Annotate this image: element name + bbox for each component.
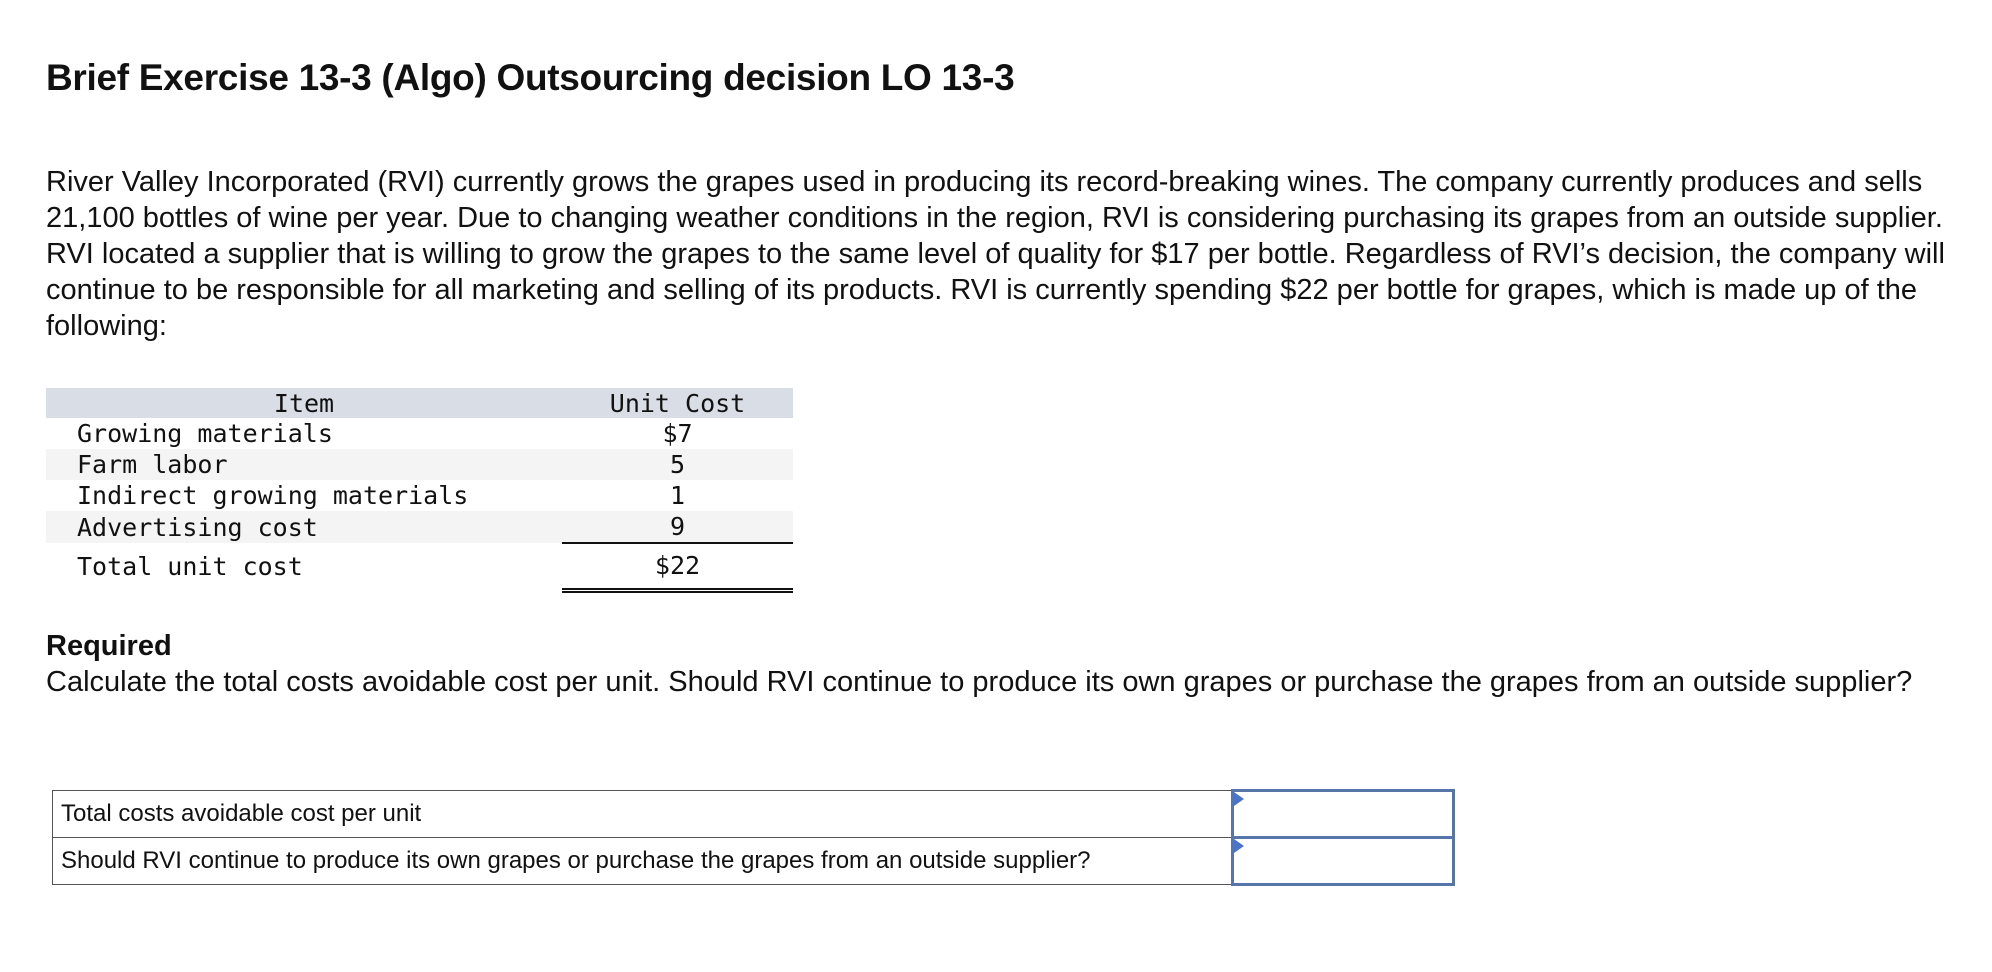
- table-row: [46, 449, 793, 480]
- table-row: [46, 418, 793, 449]
- item-label: Growing materials: [77, 419, 333, 448]
- answer-row: [53, 838, 1454, 885]
- dropdown-marker-icon: [1234, 839, 1244, 853]
- unit-cost-value: $7: [662, 419, 693, 448]
- dropdown-marker-icon: [1234, 792, 1244, 806]
- answer-table: [52, 789, 1455, 886]
- page-title: Brief Exercise 13-3 (Algo) Outsourcing decision LO 13-3: [46, 57, 1015, 98]
- table-row: [46, 511, 793, 543]
- table-row: [46, 480, 793, 511]
- decision-input[interactable]: [1234, 839, 1452, 883]
- item-label: Farm labor: [46, 449, 562, 480]
- question-label: Total costs avoidable cost per unit: [53, 791, 1233, 838]
- item-label: Indirect growing materials: [77, 481, 469, 510]
- item-label: Advertising cost: [46, 511, 562, 543]
- answer-row: [53, 791, 1454, 838]
- total-value: $22: [562, 543, 793, 591]
- unit-cost-value: 9: [562, 511, 793, 543]
- unit-cost-column-header: Unit Cost: [562, 388, 793, 418]
- total-row: [46, 543, 793, 591]
- cost-table-header: [46, 388, 793, 418]
- required-instructions: Calculate the total costs avoidable cost per unit. Should RVI continue to produce its own grapes or purchase the grapes from an outside supplier?: [46, 666, 1913, 698]
- question-label: Should RVI continue to produce its own grapes or purchase the grapes from an outside supplier?: [53, 838, 1233, 885]
- required-heading: Required: [46, 630, 172, 662]
- unit-cost-value: 5: [562, 449, 793, 480]
- answer-cell[interactable]: [1233, 791, 1454, 838]
- item-column-header: Item: [46, 388, 562, 418]
- unit-cost-table: [46, 388, 793, 593]
- problem-description: River Valley Incorporated (RVI) currently grows the grapes used in producing its record-breaking wines. The company currently produces and sells 21,100 bottles of wine per year. Due to changing weather conditions in the region, RVI is considering purchasing its grapes from an outside supplier. RVI located a supplier that is willing to grow the grapes to the same level of quality for $17 per bottle. Regardless of RVI’s decision, the company will continue to be responsible for all marketing and selling of its products. RVI is currently spending $22 per bottle for grapes, which is made up of the following:: [46, 166, 1945, 342]
- answer-cell[interactable]: [1233, 838, 1454, 885]
- total-label: Total unit cost: [77, 551, 303, 581]
- avoidable-cost-input[interactable]: [1234, 792, 1452, 836]
- unit-cost-value: 1: [669, 481, 686, 510]
